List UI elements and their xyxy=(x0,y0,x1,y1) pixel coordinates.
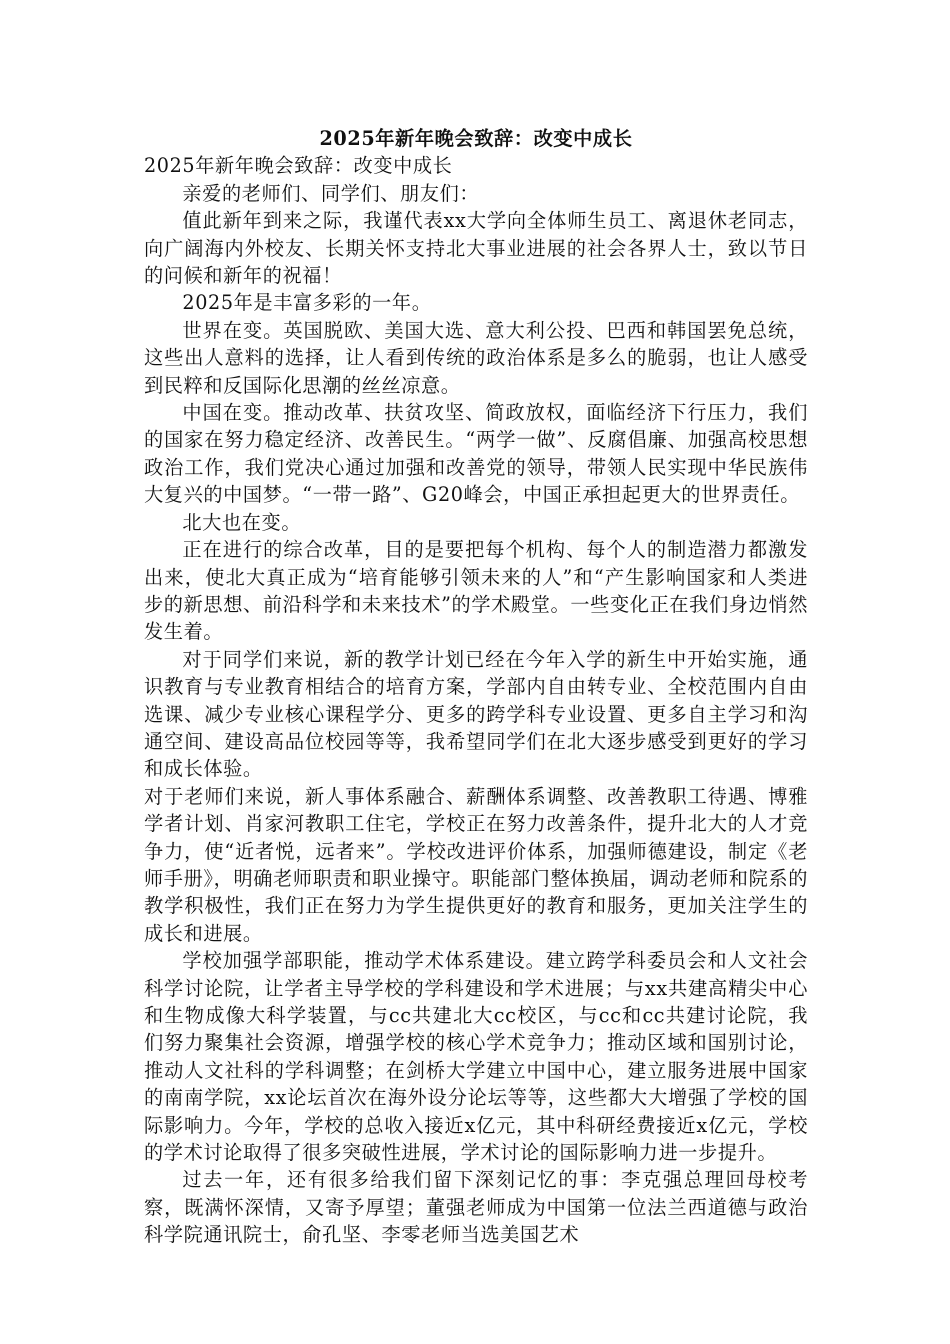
document-title: 2025年新年晚会致辞：改变中成长 xyxy=(319,127,633,150)
document-body xyxy=(144,152,808,1248)
paragraph: 北大也在变。 xyxy=(182,510,302,534)
paragraph: 世界在变。英国脱欧、美国大选、意大利公投、巴西和韩国罢免总统，这些出人意料的选择，让人看到传统的政治体系是多么的脆弱，也让人感受到民粹和反国际化思潮的丝丝凉意。 xyxy=(144,318,808,397)
paragraph: 亲爱的老师们、同学们、朋友们： xyxy=(182,181,480,205)
paragraph: 过去一年，还有很多给我们留下深刻记忆的事：李克强总理回母校考察，既满怀深情，又寄予厚望；董强老师成为中国第一位法兰西道德与政治科学院通讯院士，俞孔坚、李零老师当选美国艺术 xyxy=(144,1168,808,1247)
paragraph: 对于老师们来说，新人事体系融合、薪酬体系调整、改善教职工待遇、博雅学者计划、肖家河教职工住宅，学校正在努力改善条件，提升北大的人才竞争力，使“近者悦，远者来”。学校改进评价体系，加强师德建设，制定《老师手册》，明确老师职责和职业操守。职能部门整体换届，调动老师和院系的教学积极性，我们正在努力为学生提供更好的教育和服务，更加关注学生的成长和进展。 xyxy=(144,784,808,945)
paragraph: 值此新年到来之际，我谨代表xx大学向全体师生员工、离退休老同志，向广阔海内外校友、长期关怀支持北大事业进展的社会各界人士，致以节日的问候和新年的祝福！ xyxy=(144,209,808,288)
paragraph: 2025年新年晚会致辞：改变中成长 xyxy=(144,154,453,178)
paragraph: 对于同学们来说，新的教学计划已经在今年入学的新生中开始实施，通识教育与专业教育相结合的培育方案，学部内自由转专业、全校范围内自由选课、减少专业核心课程学分、更多的跨学科专业设置、更多自主学习和沟通空间、建设高品位校园等等，我希望同学们在北大逐步感受到更好的学习和成长体验。 xyxy=(144,647,808,781)
paragraph: 2025年是丰富多彩的一年。 xyxy=(182,291,432,315)
paragraph: 中国在变。推动改革、扶贫攻坚、简政放权，面临经济下行压力，我们的国家在努力稳定经济、改善民生。“两学一做”、反腐倡廉、加强高校思想政治工作，我们党决心通过加强和改善党的领导，带领人民实现中华民族伟大复兴的中国梦。“一带一路”、G20峰会，中国正承担起更大的世界责任。 xyxy=(144,401,808,507)
document-page xyxy=(144,125,808,1249)
paragraph: 正在进行的综合改革，目的是要把每个机构、每个人的制造潜力都激发出来，使北大真正成为“培育能够引领未来的人”和“产生影响国家和人类进步的新思想、前沿科学和未来技术”的学术殿堂。一些变化正在我们身边悄然发生着。 xyxy=(144,538,808,644)
paragraph: 学校加强学部职能，推动学术体系建设。建立跨学科委员会和人文社会科学讨论院，让学者主导学校的学科建设和学术进展；与xx共建高精尖中心和生物成像大科学装置，与cc共建北大cc校区，与cc和cc共建讨论院，我们努力聚集社会资源，增强学校的核心学术竞争力；推动区域和国别讨论，推动人文社科的学科调整；在剑桥大学建立中国中心，建立服务进展中国家的南南学院，xx论坛首次在海外设分论坛等等，这些都大大增强了学校的国际影响力。今年，学校的总收入接近x亿元，其中科研经费接近x亿元，学校的学术讨论取得了很多突破性进展，学术讨论的国际影响力进一步提升。 xyxy=(144,949,808,1165)
